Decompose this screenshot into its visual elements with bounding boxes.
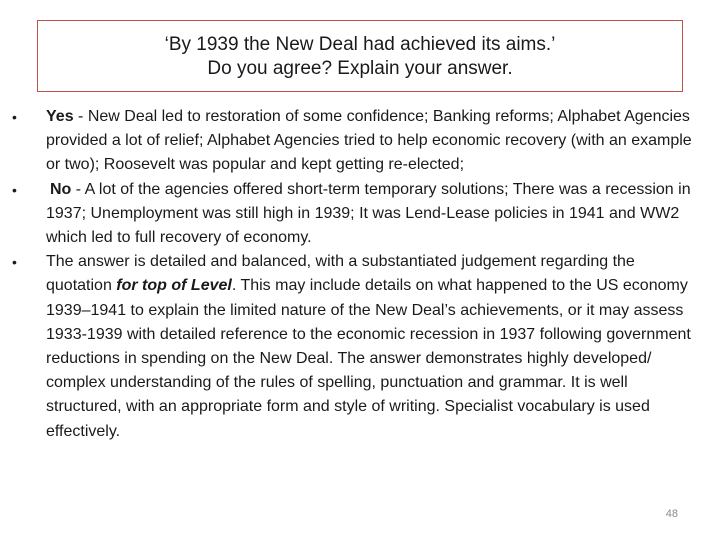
bullet-icon: • (12, 254, 17, 271)
bullet-level-text-before: The answer is detailed and balanced, with a substantiated judgement regarding the quotation (46, 253, 635, 295)
question-quote: ‘By 1939 the New Deal had achieved its aims.’ (164, 34, 556, 55)
bullet-no (10, 178, 700, 251)
question-box (37, 20, 683, 92)
bullet-icon: • (12, 109, 17, 125)
bullet-no-text: - A lot of the agencies offered short-term temporary solutions; There was a recession in 1937; Unemployment was still high in 1939; It was Lend-Lease policies in 1941 and WW2 which led to full recovery of economy. (46, 180, 691, 247)
bullet-level-emphasis: for top of Level (116, 277, 232, 295)
bullet-level-descriptor (10, 250, 700, 444)
bullet-yes-text: - New Deal led to restoration of some confidence; Banking reforms; Alphabet Agencies provided a lot of relief; Alphabet Agencies tried to help economic recovery (with an example or two); Roosevelt was popular and kept getting re-elected; (46, 108, 692, 174)
bullet-no-label: No (50, 180, 72, 198)
bullet-level-text-after: . This may include details on what happened to the US economy 1939–1941 to explain the limited nature of the New Deal’s achievements, or it may assess 1933-1939 with detailed reference to the economic recession in 1937 following government reductions in spending on the New Deal. The answer demonstrates highly developed/ complex understanding of the rules of spelling, punctuation and grammar. It is well structured, with an appropriate form and style of writing. Specialist vocabulary is used effectively. (46, 277, 691, 440)
question-prompt: Do you agree? Explain your answer. (207, 58, 513, 79)
bullet-yes (10, 105, 700, 178)
bullet-icon: • (12, 181, 17, 198)
answer-bullet-list (10, 105, 700, 444)
bullet-yes-label: Yes (46, 108, 74, 125)
page-number: 48 (665, 508, 678, 520)
